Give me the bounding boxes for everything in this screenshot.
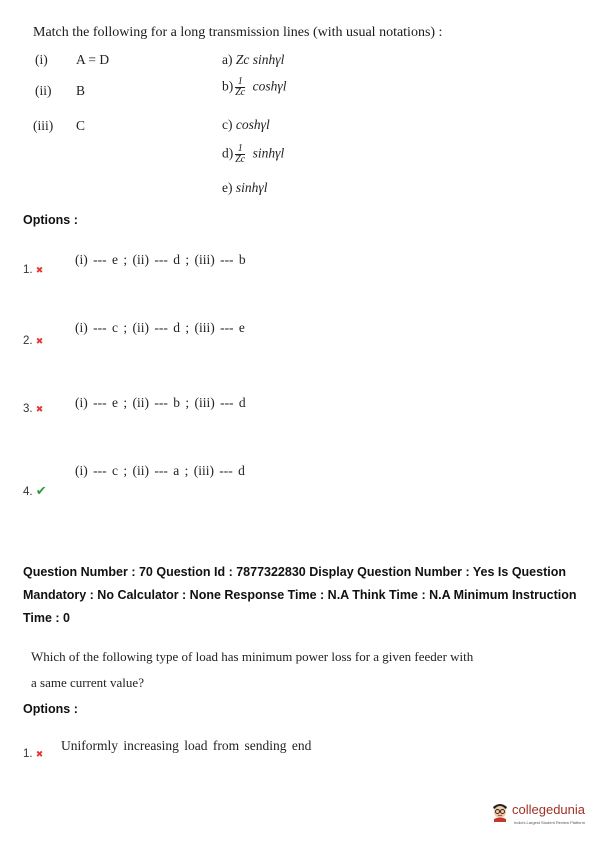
right-item-expr: coshγl [235, 117, 270, 132]
option-number [23, 483, 47, 499]
options-label: Options : [23, 213, 78, 227]
collegedunia-logo [488, 800, 588, 836]
option-text: (i) --- c ; (ii) --- d ; (iii) --- e [75, 320, 245, 335]
option-text: (i) --- e ; (ii) --- b ; (iii) --- d [75, 395, 246, 410]
right-item-a [222, 52, 284, 68]
right-item-prefix: c) [222, 117, 233, 132]
option-index: 2. [23, 335, 33, 347]
check-mark-icon: ✔ [35, 483, 47, 498]
option-index: 4. [23, 486, 33, 498]
right-item-prefix: a) [222, 52, 233, 67]
option-text: (i) --- c ; (ii) --- a ; (iii) --- d [75, 463, 245, 478]
fraction-denominator: Zc [235, 154, 246, 165]
wrong-mark-icon: ✖ [35, 336, 44, 346]
question-meta-line: Mandatory : No Calculator : None Response Time : N.A Think Time : N.A Minimum Instruction [23, 588, 577, 602]
right-item-d [222, 144, 284, 165]
option-text: (i) --- e ; (ii) --- d ; (iii) --- b [75, 252, 246, 267]
right-item-expr: coshγl [252, 78, 287, 94]
left-item-num: (iii) [33, 118, 54, 133]
option-number [23, 403, 43, 415]
wrong-mark-icon: ✖ [35, 265, 44, 275]
right-item-expr: sinhγl [235, 180, 268, 195]
fraction [235, 144, 245, 165]
left-item-num: (i) [35, 52, 48, 67]
options-label: Options : [23, 702, 78, 716]
option-index: 1. [23, 264, 33, 276]
right-item-c [222, 117, 270, 133]
wrong-mark-icon: ✖ [35, 749, 44, 759]
left-item-label: B [76, 83, 86, 98]
logo-wordmark: collegedunia [512, 802, 586, 817]
option-number [23, 264, 43, 276]
right-item-expr: Zc sinhγl [235, 52, 285, 67]
student-avatar-icon [490, 800, 510, 822]
logo-tagline: India's Largest Student Review Platform [514, 820, 586, 825]
right-item-prefix: e) [222, 180, 233, 195]
question-text: a same current value? [31, 675, 144, 690]
left-item-num: (ii) [35, 83, 52, 98]
option-number [23, 335, 43, 347]
fraction [235, 77, 245, 98]
option-text: Uniformly increasing load from sending end [61, 738, 312, 753]
right-item-b [222, 77, 286, 98]
fraction-numerator: 1 [235, 144, 245, 155]
right-item-prefix: d) [222, 145, 234, 161]
question-text: Which of the following type of load has minimum power loss for a given feeder with [31, 649, 474, 664]
left-item-label: C [76, 118, 86, 133]
option-number [23, 748, 43, 760]
right-item-expr: sinhγl [252, 145, 285, 161]
right-item-prefix: b) [222, 78, 234, 94]
right-item-e [222, 180, 267, 196]
fraction-numerator: 1 [235, 77, 245, 88]
question-meta-line: Question Number : 70 Question Id : 7877322830 Display Question Number : Yes Is Question [23, 565, 566, 579]
question-meta-line: Time : 0 [23, 611, 71, 625]
wrong-mark-icon: ✖ [35, 404, 44, 414]
fraction-denominator: Zc [235, 87, 246, 98]
option-index: 3. [23, 403, 33, 415]
left-item-label: A = D [76, 52, 110, 67]
option-index: 1. [23, 748, 33, 760]
question-title: Match the following for a long transmission lines (with usual notations) : [33, 25, 443, 40]
